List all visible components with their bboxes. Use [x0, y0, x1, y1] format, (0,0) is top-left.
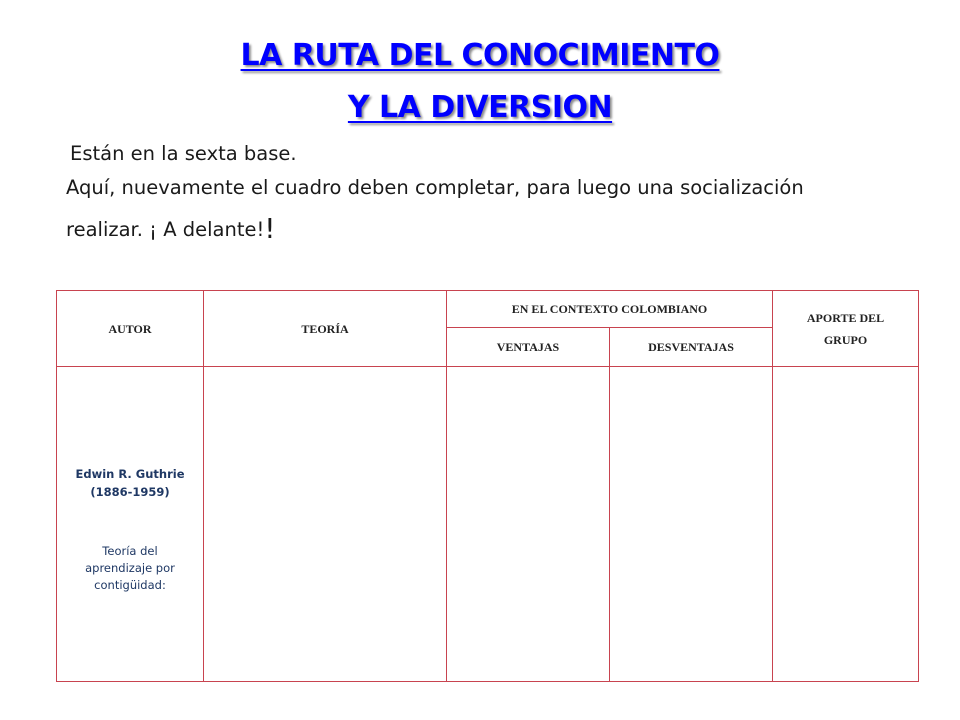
- cell-autor: [57, 367, 204, 682]
- author-name-line2: (1886-1959): [90, 485, 170, 499]
- author-name-line1: Edwin R. Guthrie: [75, 467, 185, 481]
- header-contexto-colombiano: EN EL CONTEXTO COLOMBIANO: [447, 291, 773, 328]
- intro-line-2: Aquí, nuevamente el cuadro deben completar, para luego una socialización: [66, 176, 804, 199]
- cell-desventajas[interactable]: [610, 367, 773, 682]
- table-header-row: [57, 291, 919, 328]
- header-aporte-line2: GRUPO: [823, 332, 868, 347]
- intro-line-1: Están en la sexta base.: [70, 142, 297, 165]
- intro-line-3: [66, 210, 926, 243]
- page-title-line1: LA RUTA DEL CONOCIMIENTO: [240, 38, 720, 73]
- author-theory-line2: aprendizaje por: [85, 561, 175, 575]
- cell-teoria[interactable]: [204, 367, 447, 682]
- header-teoria: TEORÍA: [204, 291, 447, 367]
- table-row: [57, 367, 919, 682]
- intro-line-3-exclamation: !: [264, 212, 276, 245]
- cell-ventajas[interactable]: [447, 367, 610, 682]
- header-autor: AUTOR: [57, 291, 204, 367]
- author-theory-line1: Teoría del: [102, 544, 158, 558]
- intro-line-3-text: realizar. ¡ A delante!: [66, 218, 265, 241]
- header-aporte-del-grupo: [773, 291, 919, 367]
- author-name: [57, 465, 203, 501]
- cell-aporte[interactable]: [773, 367, 919, 682]
- author-theory-line3: contigüidad:: [94, 578, 166, 592]
- header-ventajas: VENTAJAS: [447, 328, 610, 367]
- header-desventajas: DESVENTAJAS: [610, 328, 773, 367]
- page-title-line2: Y LA DIVERSION: [347, 90, 613, 125]
- activity-table: [56, 290, 919, 682]
- author-theory: [67, 543, 193, 594]
- header-aporte-line1: APORTE DEL: [806, 310, 885, 325]
